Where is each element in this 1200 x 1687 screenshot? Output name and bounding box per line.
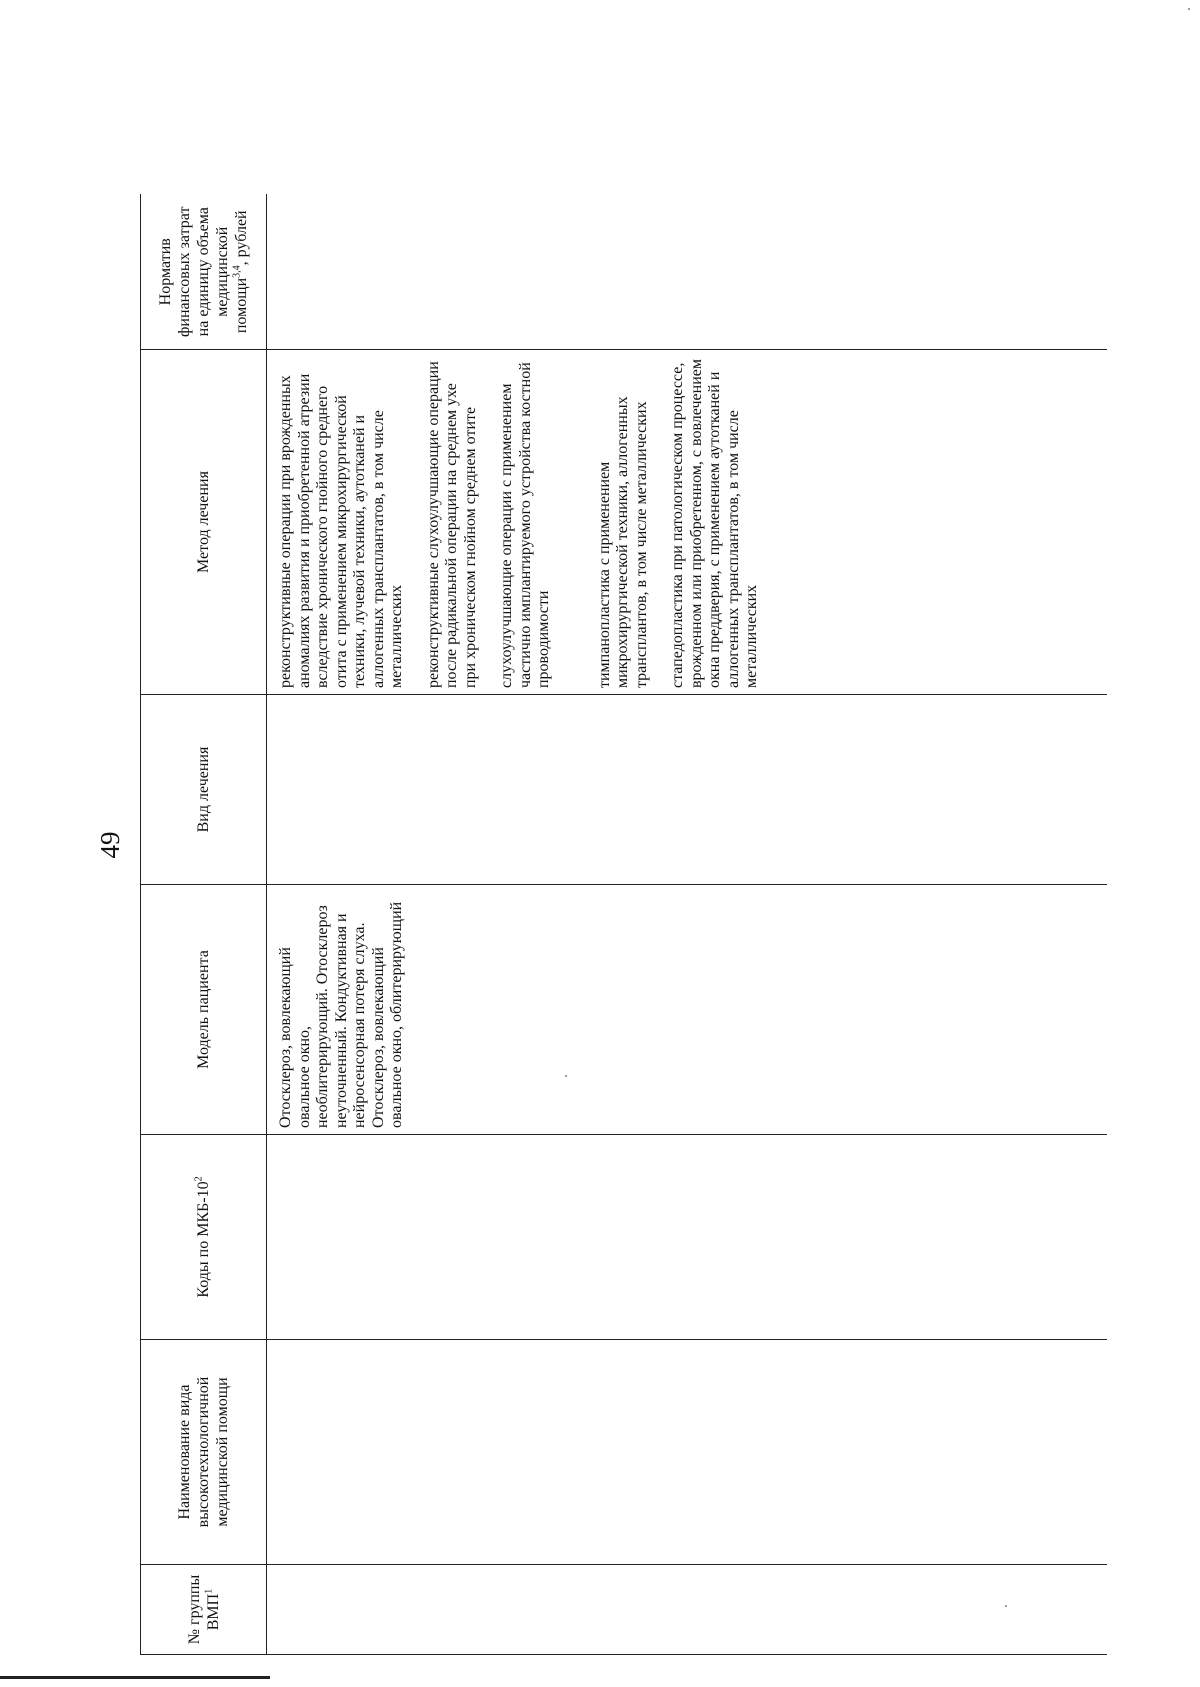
cell-codes [267,1135,1108,1340]
cell-group-no [267,1565,1108,1655]
header-treatment-type: Вид лечения [141,695,267,885]
scan-edge-line [0,1676,270,1679]
method-item: тимпанопластика с применением микрохирургической техники, аллогенных трансплантов, в том числе металлических [595,396,650,688]
scan-speck [1188,8,1190,10]
vmp-table [140,195,1107,1656]
rotated-page-content [95,85,1095,1655]
cell-treatment-type [267,695,1108,885]
header-name: Наименование вида высокотехнологичной медицинской помощи [141,1340,267,1565]
header-normativ: Норматив финансовых затрат на единицу объема медицинской помощи$^{3,4}$, рублей [141,195,267,350]
method-item: реконструктивные операции при врожденных аномалиях развития и приобретенной атрезии вследствие хронического гнойного среднего отита с применением микрохирургической техники, лучевой техники, аутотканей и аллогенных трансплантатов, в том числе металлических [277,373,405,688]
scan-speck [1005,1605,1007,1607]
table-row [267,195,1108,1655]
header-group-no: № группы ВМП$^1$ [141,1565,267,1655]
header-model: Модель пациента [141,885,267,1135]
scan-speck [565,1075,567,1077]
cell-normativ [267,195,1108,350]
cell-model: Отосклероз, вовлекающий овальное окно, необлитерирующий. Отосклероз неуточненный. Кондуктивная и нейросенсорная потеря слуха. Отосклероз, вовлекающий овальное окно, облитерирующий [267,885,1108,1135]
header-codes: Коды по МКБ-$10^2$ [141,1135,267,1340]
header-method: Метод лечения [141,350,267,695]
method-item: реконструктивные слухоулучшающие операции после радикальной операции на среднем ухе при хроническом гнойном среднем отите [424,361,479,688]
cell-name [267,1340,1108,1565]
method-item: слухоулучшающие операции с применением частично имплантируемого устройства костной проводимости [498,362,552,688]
cell-methods [267,350,1108,695]
table-header-row [141,195,267,1655]
method-item: стапедопластика при патологическом процессе, врожденном или приобретенном, с вовлечением окна преддверия, с применением аутотканей и аллогенных трансплантатов, в том числе металлических [669,359,760,688]
page-number: 49 [95,831,125,859]
